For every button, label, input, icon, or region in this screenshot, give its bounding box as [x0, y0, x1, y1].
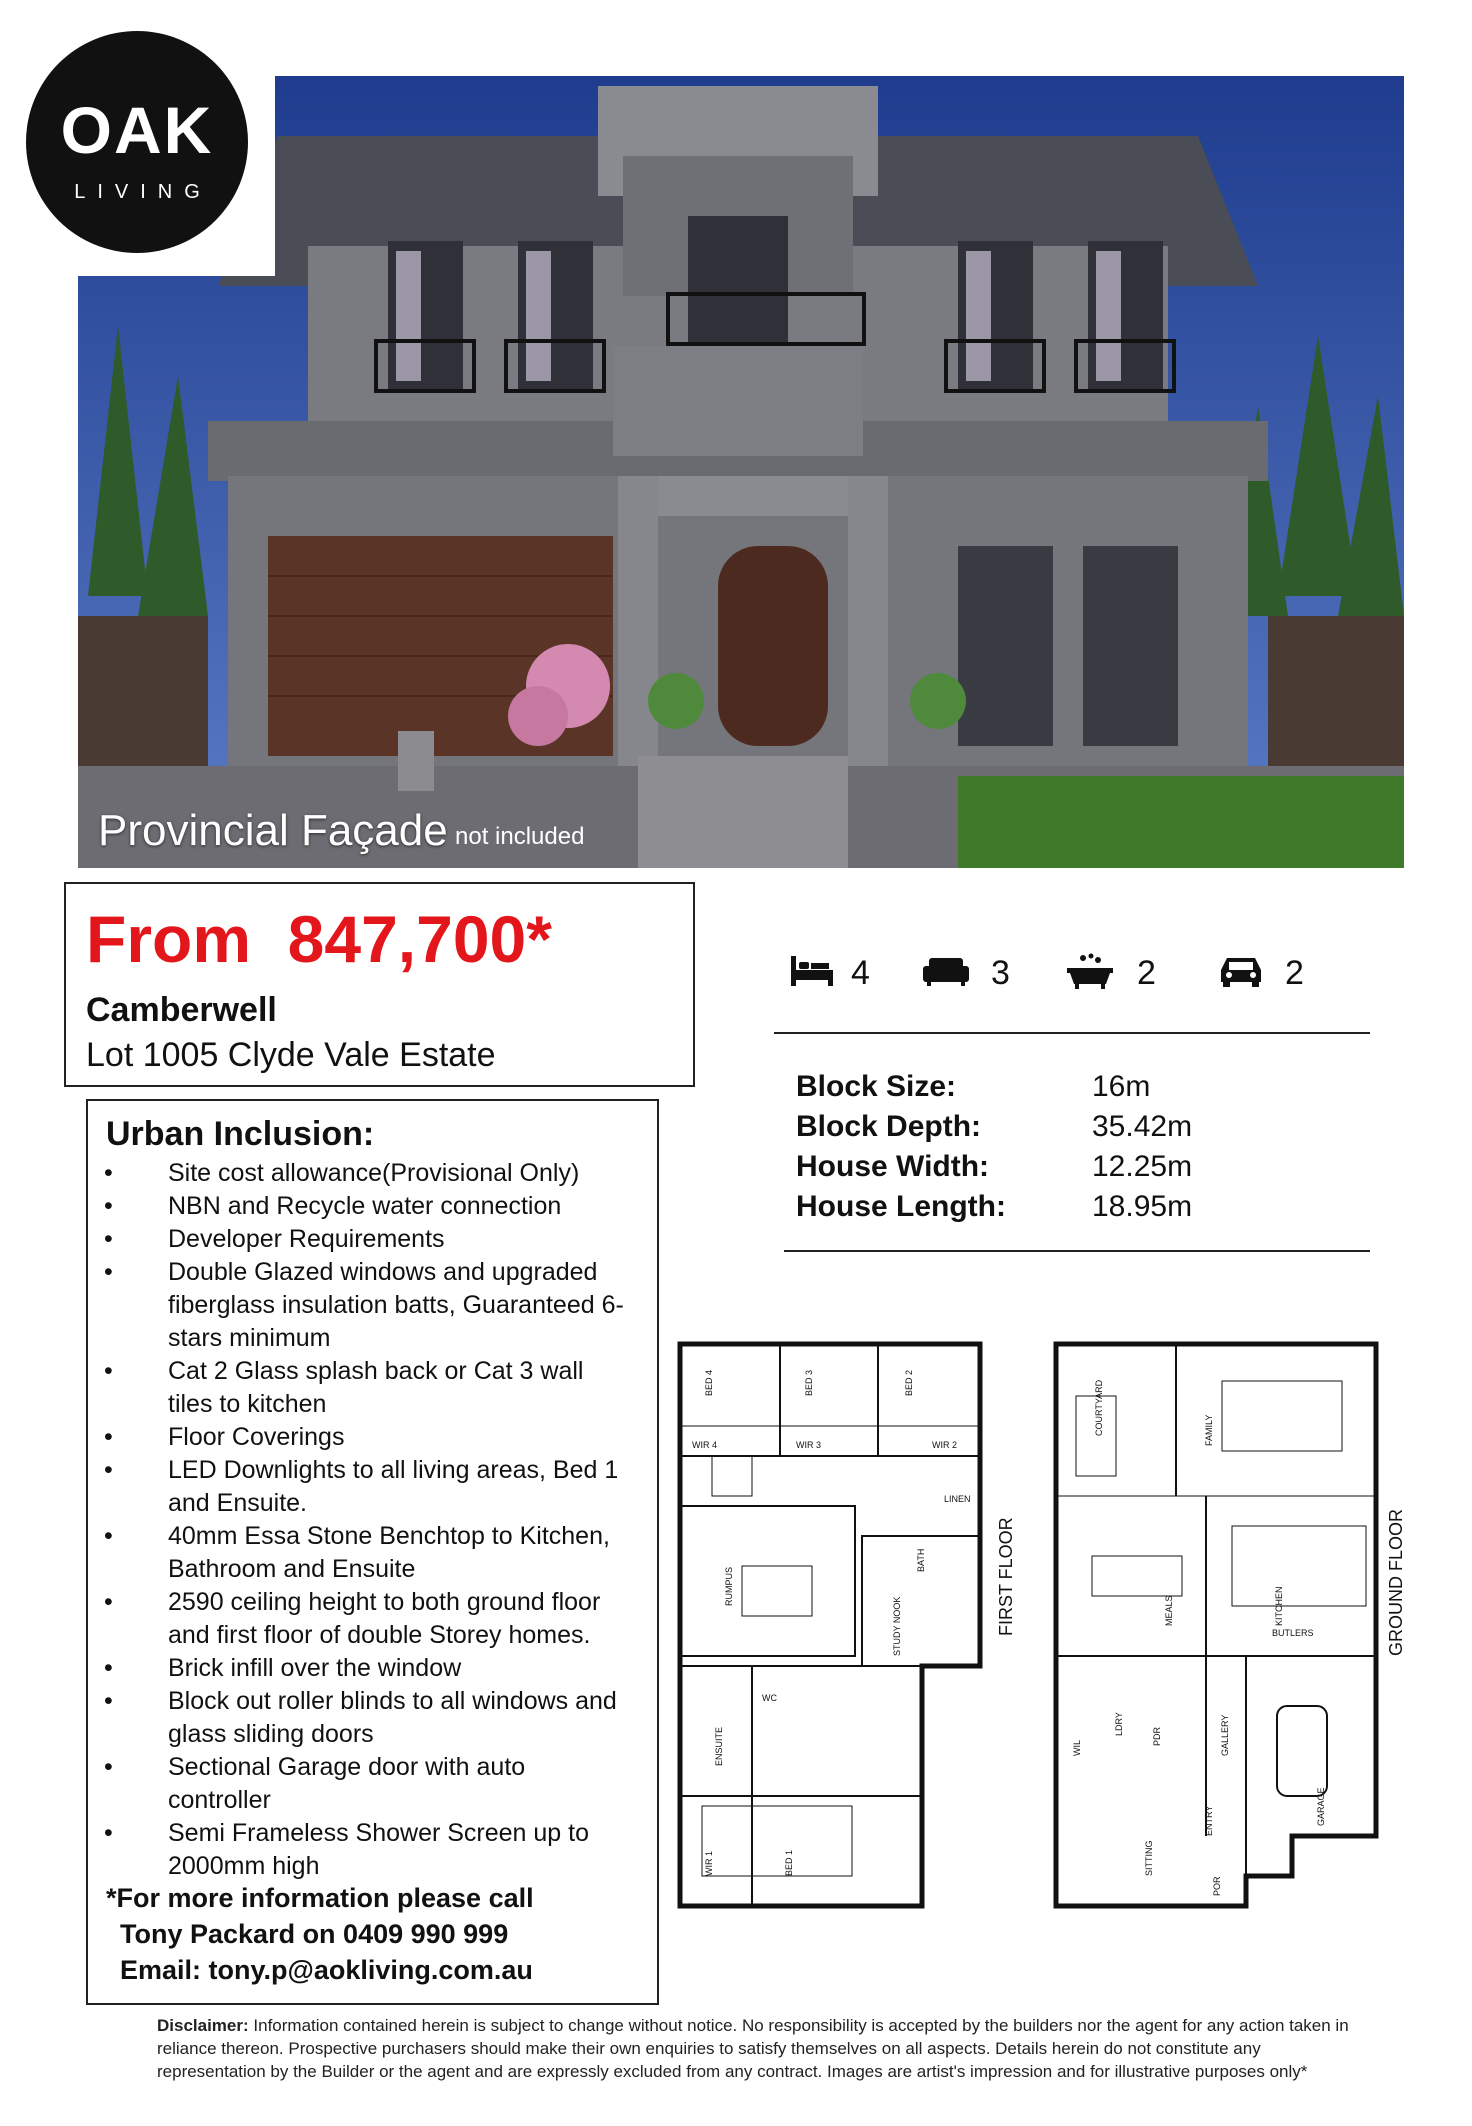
ground-room-label: PDR — [1152, 1726, 1162, 1746]
bathtub-icon — [1065, 952, 1111, 988]
first-room-label: BED 3 — [804, 1369, 814, 1396]
sofa-icon — [921, 952, 967, 988]
list-item: • Site cost allowance(Provisional Only) — [104, 1157, 634, 1190]
ground-room-label: LDRY — [1114, 1712, 1124, 1736]
list-item: • LED Downlights to all living areas, Bed 1 and Ensuite. — [104, 1454, 634, 1520]
contact-phone[interactable]: Tony Packard on 0409 990 999 — [120, 1919, 509, 1949]
first-room-label: WIR 2 — [932, 1440, 958, 1450]
bath-count: 2 — [1137, 954, 1156, 992]
list-item: • Semi Frameless Shower Screen up to 2000mm high — [104, 1817, 634, 1883]
list-item: • NBN and Recycle water connection — [104, 1190, 634, 1223]
disclaimer-text: Information contained herein is subject to change without notice. No responsibility is accepted by the builders nor the agent for any action taken in reliance thereon. Prospective purchasers should make their own enquiries to satisfy themselves on all aspects. Details herein do not constitute any representation by the Builder or the agent and are expressly excluded from any contract. Images are artist's impression and for illustrative purposes only* — [157, 2016, 1349, 2081]
spec-label-block-size: Block Size: — [796, 1070, 957, 1103]
contact-info — [106, 1880, 534, 1988]
spec-value-house-length: 18.95m — [1092, 1190, 1193, 1223]
bed-icon — [789, 952, 835, 988]
first-floor-plan — [680, 1344, 980, 1906]
ground-room-label: COURTYARD — [1094, 1379, 1104, 1436]
facade-caption: Provincial Façade — [98, 806, 448, 855]
first-room-label: RUMPUS — [724, 1566, 734, 1606]
contact-email[interactable]: Email: tony.p@aokliving.com.au — [120, 1955, 533, 1985]
lot-location: Lot 1005 Clyde Vale Estate — [86, 1036, 496, 1074]
ground-floor-label: GROUND FLOOR — [1386, 1508, 1406, 1656]
ground-room-label: MEALS — [1164, 1595, 1174, 1626]
spec-value-block-size: 16m — [1092, 1070, 1151, 1103]
facade-render — [78, 76, 1404, 868]
bed-count: 4 — [851, 954, 870, 992]
list-item: • Developer Requirements — [104, 1223, 634, 1256]
list-item: • 40mm Essa Stone Benchtop to Kitchen, Bathroom and Ensuite — [104, 1520, 634, 1586]
ground-floor-plan — [1056, 1344, 1376, 1906]
car-icon — [1218, 952, 1264, 988]
ground-room-label: GARAGE — [1316, 1787, 1326, 1826]
first-room-label: WC — [762, 1693, 777, 1703]
list-item: • Floor Coverings — [104, 1421, 634, 1454]
price: From 847,700* — [86, 902, 552, 976]
list-item: • Double Glazed windows and upgraded fiberglass insulation batts, Guaranteed 6-stars minimum — [104, 1256, 634, 1355]
facade-note: not included — [455, 823, 585, 850]
ground-room-label: ENTRY — [1204, 1805, 1214, 1836]
model-name: Camberwell — [86, 991, 277, 1029]
brand-tagline: LIVING — [74, 181, 212, 203]
first-room-label: BATH — [916, 1548, 926, 1572]
list-item: • Block out roller blinds to all windows and glass sliding doors — [104, 1685, 634, 1751]
first-room-label: WIR 4 — [692, 1440, 718, 1450]
ground-room-label: FAMILY — [1204, 1414, 1214, 1446]
disclaimer — [157, 2014, 1357, 2083]
list-item: • Sectional Garage door with auto controller — [104, 1751, 634, 1817]
list-item: • Cat 2 Glass splash back or Cat 3 wall tiles to kitchen — [104, 1355, 634, 1421]
spec-label-house-width: House Width: — [796, 1150, 990, 1183]
spec-label-house-length: House Length: — [796, 1190, 1006, 1223]
spec-value-house-width: 12.25m — [1092, 1150, 1193, 1183]
first-room-label: ENSUITE — [714, 1726, 724, 1766]
living-count: 3 — [991, 954, 1010, 992]
ground-room-label: POR — [1212, 1876, 1222, 1896]
first-room-label: BED 4 — [704, 1369, 714, 1396]
brand-logo — [26, 31, 248, 253]
car-count: 2 — [1285, 954, 1304, 992]
first-room-label: LINEN — [944, 1494, 971, 1504]
spec-label-block-depth: Block Depth: — [796, 1110, 982, 1143]
ground-room-label: GALLERY — [1220, 1714, 1230, 1756]
divider — [774, 1032, 1370, 1034]
first-room-label: BED 1 — [784, 1849, 794, 1876]
first-floor-label: FIRST FLOOR — [996, 1517, 1016, 1636]
ground-room-label: WIL — [1072, 1739, 1082, 1756]
inclusions-title: Urban Inclusion: — [106, 1115, 375, 1153]
ground-room-label: BUTLERS — [1272, 1628, 1314, 1638]
list-item: • 2590 ceiling height to both ground floor and first floor of double Storey homes. — [104, 1586, 634, 1652]
inclusions-list — [104, 1157, 634, 1883]
ground-room-label: KITCHEN — [1274, 1586, 1284, 1626]
brand-name: OAK — [60, 93, 214, 167]
spec-value-block-depth: 35.42m — [1092, 1110, 1193, 1143]
ground-room-label: SITTING — [1144, 1840, 1154, 1876]
divider — [784, 1250, 1370, 1252]
first-room-label: BED 2 — [904, 1369, 914, 1396]
list-item: • Brick infill over the window — [104, 1652, 634, 1685]
disclaimer-label: Disclaimer: — [157, 2016, 249, 2035]
first-room-label: WIR 1 — [704, 1850, 714, 1876]
first-room-label: WIR 3 — [796, 1440, 822, 1450]
first-room-label: STUDY NOOK — [892, 1596, 902, 1656]
contact-prompt: *For more information please call — [106, 1883, 534, 1913]
floor-plans — [672, 1336, 1416, 1916]
